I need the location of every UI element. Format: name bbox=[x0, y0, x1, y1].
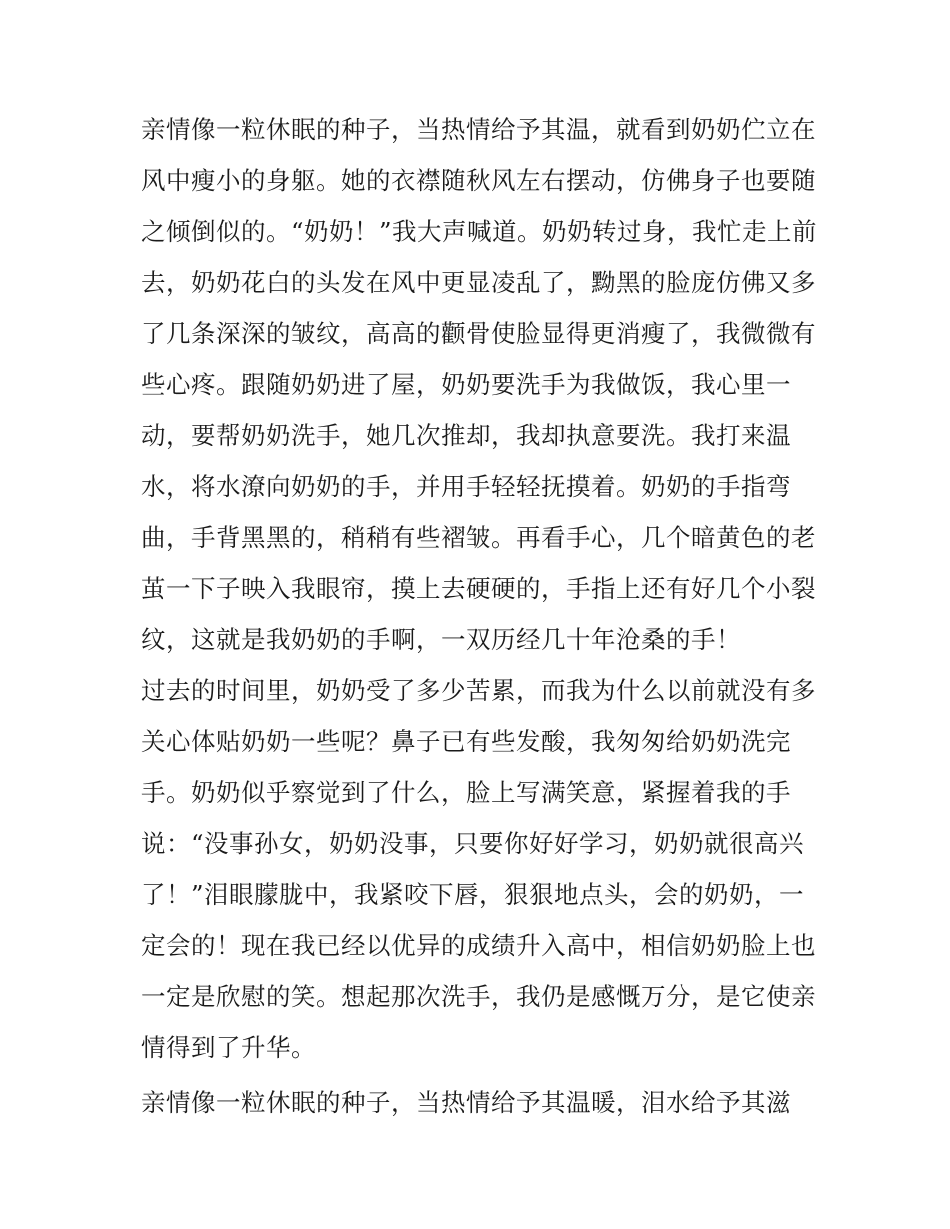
text-line: 了！”泪眼朦胧中，我紧咬下唇，狠狠地点头，会的奶奶，一 bbox=[141, 880, 805, 909]
text-line: 亲情像一粒休眠的种子，当热情给予其温暖，泪水给予其滋 bbox=[141, 1088, 791, 1117]
text-line: 纹，这就是我奶奶的手啊，一双历经几十年沧桑的手！ bbox=[141, 625, 741, 654]
text-line: 曲，手背黑黑的，稍稍有些褶皱。再看手心，几个暗黄色的老 bbox=[141, 523, 816, 552]
text-line: 手。奶奶似乎察觉到了什么，脸上写满笑意，紧握着我的手 bbox=[141, 778, 791, 807]
text-line: 一定是欣慰的笑。想起那次洗手，我仍是感慨万分，是它使亲 bbox=[141, 982, 816, 1011]
text-line: 说：“没事孙女，奶奶没事，只要你好好学习，奶奶就很高兴 bbox=[141, 829, 805, 858]
text-line: 关心体贴奶奶一些呢？鼻子已有些发酸，我匆匆给奶奶洗完 bbox=[141, 727, 791, 756]
text-line: 定会的！现在我已经以优异的成绩升入高中，相信奶奶脸上也 bbox=[141, 931, 816, 960]
text-line: 些心疼。跟随奶奶进了屋，奶奶要洗手为我做饭，我心里一 bbox=[141, 370, 791, 399]
paragraph-1 bbox=[141, 104, 821, 665]
text-line: 水，将水潦向奶奶的手，并用手轻轻抚摸着。奶奶的手指弯 bbox=[141, 472, 791, 501]
text-line: 情得到了升华。 bbox=[141, 1033, 316, 1062]
text-line: 过去的时间里，奶奶受了多少苦累，而我为什么以前就没有多 bbox=[141, 676, 816, 705]
text-line: 茧一下子映入我眼帘，摸上去硬硬的，手指上还有好几个小裂 bbox=[141, 574, 816, 603]
document-body bbox=[141, 104, 821, 1128]
text-line: 亲情像一粒休眠的种子，当热情给予其温，就看到奶奶伫立在 bbox=[141, 115, 816, 144]
text-line: 之倾倒似的。“奶奶！”我大声喊道。奶奶转过身，我忙走上前 bbox=[141, 217, 818, 246]
text-line: 风中瘦小的身躯。她的衣襟随秋风左右摆动，仿佛身子也要随 bbox=[141, 166, 816, 195]
text-line: 了几条深深的皱纹，高高的颧骨使脸显得更消瘦了，我微微有 bbox=[141, 319, 816, 348]
text-line: 去，奶奶花白的头发在风中更显凌乱了，黝黑的脸庞仿佛又多 bbox=[141, 268, 816, 297]
text-line: 动，要帮奶奶洗手，她几次推却，我却执意要洗。我打来温 bbox=[141, 421, 791, 450]
paragraph-3 bbox=[141, 1077, 821, 1128]
paragraph-2 bbox=[141, 665, 821, 1073]
